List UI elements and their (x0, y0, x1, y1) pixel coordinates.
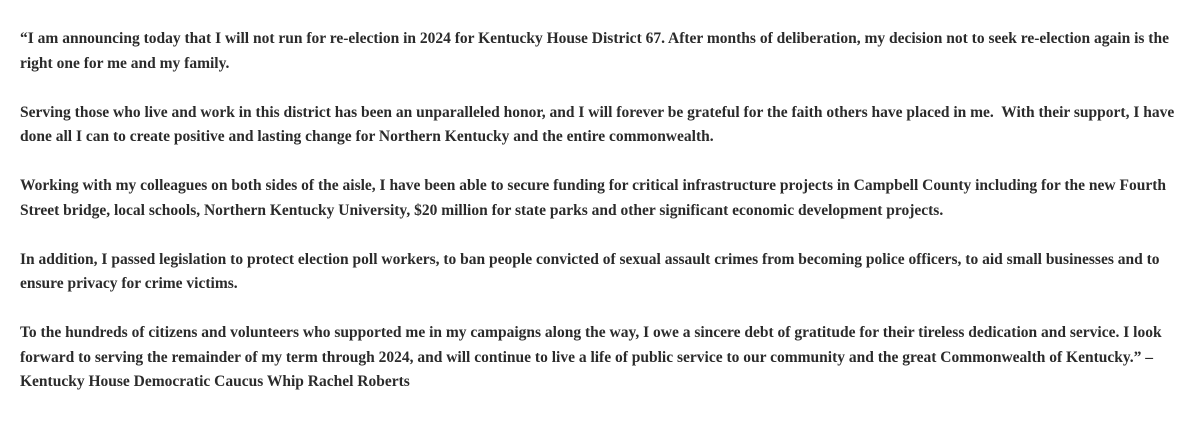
paragraph-announcement: “I am announcing today that I will not run for re-election in 2024 for Kentucky House District 67. After months of deliberation, my decision not to seek re-election again is the right one for me and my family. (20, 30, 1173, 72)
paragraph-legislation: In addition, I passed legislation to protect election poll workers, to ban people convicted of sexual assault crimes from becoming police officers, to aid small businesses and to ensure privacy for crime victims. (20, 250, 1164, 292)
paragraph-gratitude: To the hundreds of citizens and volunteers who supported me in my campaigns along the way, I owe a sincere debt of gratitude for their tireless dedication and service. I look forward to serving the remainder of my term through 2024, and will continue to live a life of public service to our community and the great Commonwealth of Kentucky.” – Kentucky House Democratic Caucus Whip Rachel Roberts (20, 324, 1166, 390)
paragraph-funding: Working with my colleagues on both sides of the aisle, I have been able to secure funding for critical infrastructure projects in Campbell County including for the new Fourth Street bridge, local schools, Northern Kentucky University, $20 million for state parks and other significant economic development projects. (20, 177, 1170, 219)
paragraph-service: Serving those who live and work in this district has been an unparalleled honor, and I will forever be grateful for the faith others have placed in me. With their support, I have done all I can to create positive and lasting change for Northern Kentucky and the entire commonwealth. (20, 103, 1179, 145)
statement-text (20, 27, 1198, 395)
